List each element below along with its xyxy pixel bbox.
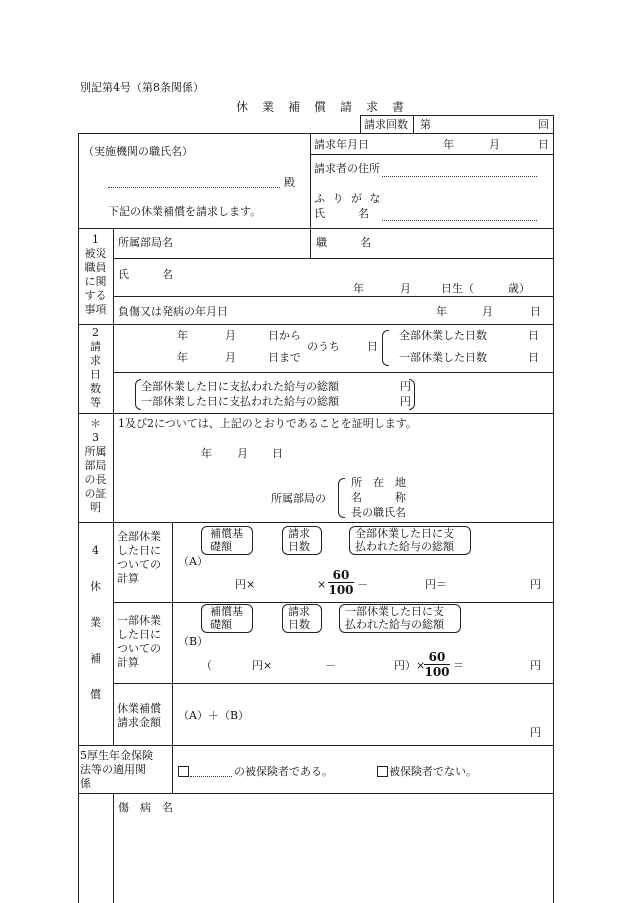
req-days-a-line1: 請求	[288, 527, 310, 540]
fraction-b: $\frac{60}{100}$	[424, 650, 450, 679]
section3-label: ＊ 3 所属 部局 の長 の証 明	[84, 417, 107, 514]
address-field[interactable]	[382, 176, 537, 177]
dept-head-prefix: 所属部局の	[271, 492, 326, 505]
calc-b-result-yen: 円	[530, 659, 541, 672]
cert-month: 月	[237, 447, 248, 460]
period-from-label: 日から	[268, 329, 301, 342]
fraction-a: $\frac{60}{100}$	[328, 568, 354, 597]
period-from-year: 年	[177, 329, 188, 342]
section1-label: 1 被災 職員 に関 する 事項	[84, 233, 107, 316]
full-paid-yen: 円	[400, 380, 411, 393]
full-rest-days-unit: 日	[528, 329, 539, 342]
calc-a-result-yen: 円	[530, 578, 541, 591]
req-days-a-line2: 日数	[288, 540, 310, 553]
calc-b-equals: ＝	[453, 659, 464, 672]
calc-a-times: ×	[317, 578, 327, 591]
dono-label: 殿	[284, 176, 295, 189]
claimant-name-field[interactable]	[382, 220, 537, 221]
section5-label: 5厚生年金保険 法等の適用関 係	[80, 749, 153, 790]
section4-label: 4 休 業 補 償	[90, 544, 101, 701]
injury-date-label: 負傷又は発病の年月日	[118, 305, 228, 318]
address-label: 請求者の住所	[314, 162, 380, 175]
birth-year: 年	[353, 282, 364, 295]
days-brace	[382, 330, 389, 366]
request-count-dai: 第	[420, 118, 431, 131]
injury-month: 月	[482, 305, 493, 318]
partial-paid-label: 一部休業した日に支払われた給与の総額	[141, 395, 339, 408]
within-label: のうち	[307, 340, 340, 353]
dept-head-title-label: 長の職氏名	[351, 506, 406, 519]
insurance-type-field[interactable]	[190, 776, 232, 777]
birth-month: 月	[400, 282, 411, 295]
full-paid-box-line2: 払われた給与の総額	[355, 540, 454, 553]
injury-year: 年	[436, 305, 447, 318]
calc-a-minus: －	[357, 578, 368, 591]
calc-b-close-times: 円）×	[394, 659, 426, 672]
partial-calc-label: 一部休業 した日に ついての 計算	[117, 614, 161, 669]
request-statement: 下記の休業補償を請求します。	[108, 205, 262, 218]
disease-name-label: 傷 病 名	[118, 801, 173, 814]
full-paid-box-line1: 全部休業した日に支	[355, 527, 454, 540]
total-yen: 円	[530, 726, 541, 739]
cert-day: 日	[272, 447, 283, 460]
cert-year: 年	[201, 447, 212, 460]
base-amount-b-line2: 礎額	[210, 618, 232, 631]
base-amount-b-line1: 補償基	[210, 605, 243, 618]
calc-b-yen-times: 円×	[252, 659, 273, 672]
req-days-b-line1: 請求	[288, 605, 310, 618]
request-date-month: 月	[489, 138, 500, 151]
insured-checkbox[interactable]	[178, 766, 189, 777]
period-to-year: 年	[177, 351, 188, 364]
total-formula: （A）＋（B）	[178, 709, 250, 722]
within-day-label: 日	[367, 340, 378, 353]
insured-label: の被保険者である。	[234, 765, 333, 778]
dept-head-brace	[338, 478, 345, 518]
dept-name-label: 名 称	[351, 491, 406, 504]
request-date-day: 日	[538, 138, 549, 151]
agency-label: （実施機関の職氏名）	[83, 145, 193, 158]
not-insured-label: 被保険者でない。	[389, 765, 477, 778]
partial-rest-days-label: 一部休業した日数	[399, 351, 487, 364]
dept-location-label: 所 在 地	[351, 476, 406, 489]
birth-day: 日生（	[441, 282, 474, 295]
certification-text: 1及び2については、上記のとおりであることを証明します。	[118, 417, 417, 430]
full-paid-label: 全部休業した日に支払われた給与の総額	[141, 380, 339, 393]
req-days-b-line2: 日数	[288, 618, 310, 631]
calc-b-minus: －	[325, 659, 336, 672]
section2-label: 2 請 求 日 数 等	[90, 326, 101, 409]
request-date-year: 年	[443, 138, 454, 151]
base-amount-a-line1: 補償基	[210, 527, 243, 540]
partial-paid-yen: 円	[400, 395, 411, 408]
injury-day: 日	[530, 305, 541, 318]
base-amount-a-line2: 礎額	[210, 540, 232, 553]
full-rest-days-label: 全部休業した日数	[399, 329, 487, 342]
partial-paid-box-line1: 一部休業した日に支	[345, 605, 444, 618]
full-calc-label: 全部休業 した日に ついての 計算	[117, 530, 161, 585]
total-amount-label: 休業補償 請求金額	[117, 702, 161, 729]
claimant-name-label: 氏 名	[314, 207, 369, 220]
agency-name-field[interactable]	[108, 187, 280, 188]
age-label: 歳）	[508, 282, 530, 295]
partial-paid-box-line2: 払われた給与の総額	[345, 618, 444, 631]
calc-a-yen-times: 円×	[235, 578, 256, 591]
request-count-kai: 回	[538, 118, 549, 131]
period-to-month: 月	[225, 351, 236, 364]
furigana-label: ふ り が な	[314, 192, 383, 205]
employee-name-label: 氏 名	[118, 268, 173, 281]
request-count-label: 請求回数	[364, 118, 408, 131]
form-reference: 別記第4号（第8条関係）	[80, 81, 204, 94]
paid-brace-right	[409, 379, 415, 410]
period-to-label: 日まで	[268, 351, 301, 364]
form-title: 休 業 補 償 請 求 書	[236, 100, 406, 114]
partial-rest-days-unit: 日	[528, 351, 539, 364]
calc-b-open: （	[201, 659, 212, 672]
not-insured-checkbox[interactable]	[377, 766, 388, 777]
label-b: （B）	[178, 635, 209, 648]
request-date-label: 請求年月日	[314, 138, 369, 151]
department-label: 所属部局名	[118, 236, 173, 249]
period-from-month: 月	[225, 329, 236, 342]
job-title-label: 職 名	[316, 236, 371, 249]
calc-a-yen-equals: 円＝	[425, 578, 447, 591]
label-a: （A）	[178, 555, 208, 568]
